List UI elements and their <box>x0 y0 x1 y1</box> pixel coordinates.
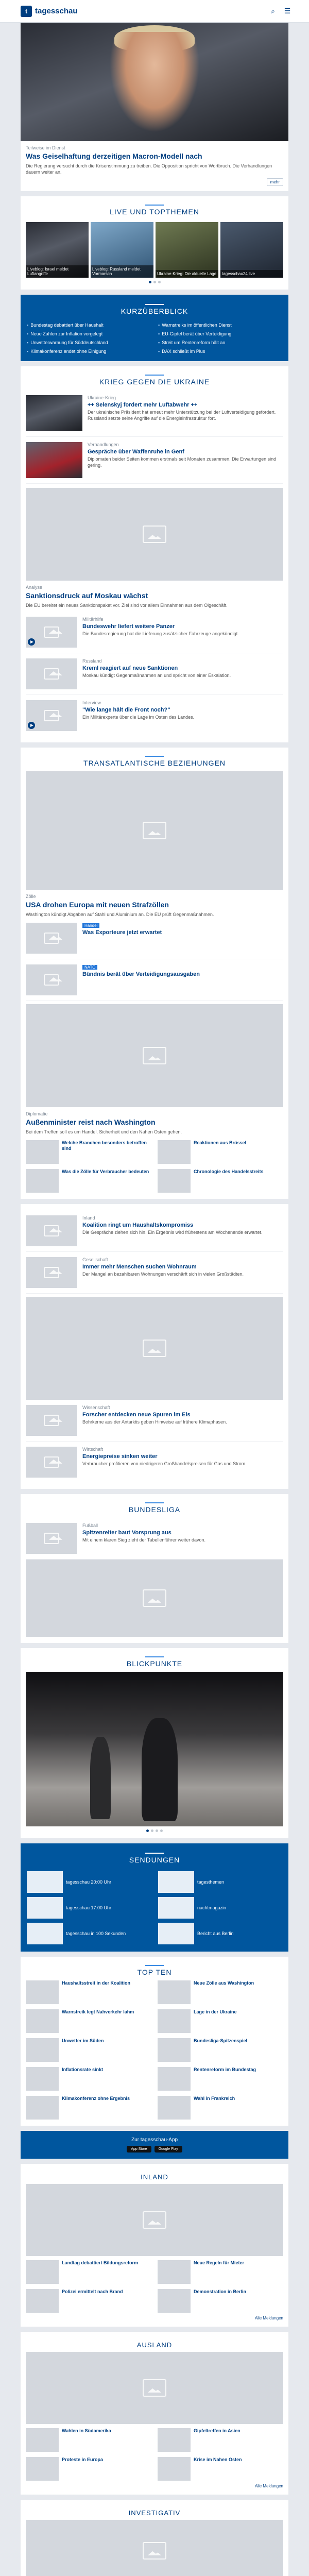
video-icon <box>28 638 35 646</box>
top-story-image <box>21 23 288 141</box>
ukraine-heading: KRIEG GEGEN DIE UKRAINE <box>99 378 210 386</box>
news-list <box>21 1204 288 1489</box>
topten-item[interactable]: Unwetter im Süden <box>26 2038 151 2062</box>
list-item[interactable]: Interview "Wie lange hält die Front noch?" Ein Militärexperte über die Lage im Osten des Landes. <box>26 695 283 736</box>
logo[interactable] <box>21 6 78 17</box>
kurz-item[interactable]: ▪ Bundestag debattiert über Haushalt <box>27 323 151 328</box>
kurzueberblick-section <box>21 295 288 361</box>
live-card[interactable]: Liveblog: Israel meldet Luftangriffe <box>26 222 89 278</box>
grid-item[interactable]: Neue Regeln für Mieter <box>158 2260 283 2284</box>
topten-item[interactable]: Lage in der Ukraine <box>158 2009 283 2033</box>
transatl-heading: TRANSATLANTISCHE BEZIEHUNGEN <box>83 759 226 768</box>
carousel-dots[interactable] <box>26 1829 283 1832</box>
blickpunkte-heading: BLICKPUNKTE <box>126 1659 183 1668</box>
grid-item[interactable]: Welche Branchen besonders betroffen sind <box>26 1140 151 1164</box>
sendungen-heading: SENDUNGEN <box>129 1855 180 1864</box>
video-icon <box>28 722 35 729</box>
list-item[interactable]: Inland Koalition ringt um Haushaltskompromiss Die Gespräche ziehen sich hin. Ein Ergebnis wird frühestens am Wochenende erwartet. <box>26 1210 283 1252</box>
live-card[interactable]: Liveblog: Russland meldet Vormarsch <box>91 222 153 278</box>
topten-item[interactable]: Rentenreform im Bundestag <box>158 2067 283 2091</box>
image-placeholder <box>26 1297 283 1400</box>
top-story-kicker: Teilweise im Dienst <box>26 145 65 150</box>
topten-heading: TOP TEN <box>137 1968 172 1976</box>
category-investigativ: INVESTIGATIV <box>21 2500 288 2576</box>
logo-text: tagesschau <box>35 7 78 15</box>
sendung-item[interactable]: nachtmagazin <box>158 1897 282 1919</box>
list-item[interactable]: Wirtschaft Energiepreise sinken weiter Verbraucher profitieren von niedrigeren Großhandelspreisen für Gas und Strom. <box>26 1442 283 1483</box>
topten-item[interactable]: Inflationsrate sinkt <box>26 2067 151 2091</box>
item-image <box>26 964 77 995</box>
topten-item[interactable]: Neue Zölle aus Washington <box>158 1980 283 2004</box>
kurz-item[interactable]: ▪ Warnstreiks im öffentlichen Dienst <box>158 323 282 328</box>
image-placeholder <box>26 771 283 890</box>
list-item[interactable]: Ukraine-Krieg ++ Selenskyj fordert mehr Luftabwehr ++ Der ukrainische Präsident hat erneut mehr Unterstützung bei der Luftverteidigung gefordert. Russland setzte seine Angriffe auf die Energieinfrastruktur fort. <box>26 390 283 437</box>
topten-item[interactable]: Wahl in Frankreich <box>158 2096 283 2120</box>
list-item[interactable]: Wissenschaft Forscher entdecken neue Spuren im Eis Bohrkerne aus der Antarktis geben Hinweise auf frühere Klimaphasen. <box>26 1400 283 1442</box>
grid-item[interactable]: Gipfeltreffen in Asien <box>158 2428 283 2452</box>
kurz-item[interactable]: ▪ Unwetterwarnung für Süddeutschland <box>27 340 151 345</box>
image-placeholder <box>26 488 283 581</box>
category-ausland: AUSLAND Wahlen in Südamerika Gipfeltreffen in Asien Proteste in Europa Krise im Nahen Osten Alle Meldungen <box>21 2332 288 2495</box>
carousel-dots[interactable] <box>26 281 283 283</box>
list-item[interactable]: Handel Was Exporteure jetzt erwartet <box>26 918 283 959</box>
transatlantic-section: TRANSATLANTISCHE BEZIEHUNGEN Zölle USA drohen Europa mit neuen Strafzöllen Washington kündigt Abgaben auf Stahl und Aluminium an. Die EU prüft Gegenmaßnahmen. Handel Was Exporteure jetzt erwartet NATO Bündnis berät über Verteidigungsausgaben Diplomatie Außenminister reist nach Washington Bei dem Treffen soll es um Handel, Sicherheit und den Nahen Osten gehen. Welche Branchen besonders betroffen sind Reaktionen aus Brüssel Was die Zölle für Verbraucher bedeuten Chronologie des Handelsstreits <box>21 748 288 1199</box>
app-store-button[interactable]: App Store <box>127 2146 151 2153</box>
topten-item[interactable]: Klimakonferenz ohne Ergebnis <box>26 2096 151 2120</box>
live-heading: LIVE UND TOPTHEMEN <box>110 208 199 216</box>
bundesliga-heading: BUNDESLIGA <box>128 1505 181 1514</box>
topten-item[interactable]: Haushaltsstreit in der Koalition <box>26 1980 151 2004</box>
logo-badge: t <box>21 6 32 17</box>
topten-item[interactable]: Warnstreik legt Nahverkehr lahm <box>26 2009 151 2033</box>
story-headline[interactable]: Sanktionsdruck auf Moskau wächst <box>26 591 148 600</box>
app-promo <box>21 2131 288 2159</box>
top-story[interactable] <box>21 23 288 191</box>
grid-item[interactable]: Demonstration in Berlin <box>158 2289 283 2313</box>
grid-item[interactable]: Polizei ermittelt nach Brand <box>26 2289 151 2313</box>
sendungen-section <box>21 1843 288 1952</box>
live-section <box>21 196 288 290</box>
item-image <box>26 658 77 689</box>
app-heading: Zur tagesschau-App <box>131 2137 178 2143</box>
sendung-item[interactable]: tagesschau in 100 Sekunden <box>27 1923 151 1944</box>
more-link[interactable]: mehr <box>267 178 283 186</box>
item-image <box>26 923 77 954</box>
item-image <box>26 1405 77 1436</box>
image-placeholder <box>26 1560 283 1637</box>
item-image <box>26 1215 77 1246</box>
sendung-item[interactable]: tagesthemen <box>158 1871 282 1893</box>
item-image <box>26 1523 77 1554</box>
item-image <box>26 395 82 431</box>
kurz-item[interactable]: ▪ Streit um Rentenreform hält an <box>158 340 282 345</box>
item-image <box>26 617 77 648</box>
item-image <box>26 1447 77 1478</box>
ukraine-section: KRIEG GEGEN DIE UKRAINE Ukraine-Krieg ++ Selenskyj fordert mehr Luftabwehr ++ Der ukrainische Präsident hat erneut mehr Unterstützung bei der Luftverteidigung gefordert. Russland setzte seine Angriffe auf die Energieinfrastruktur fort. Verhandlungen Gespräche über Waffenruhe in Genf Diplomaten beider Seiten kommen erstmals seit Monaten zusammen. Die Erwartungen sind gering. Analyse Sanktionsdruck auf Moskau wächst Die EU bereitet ein neues Sanktionspaket vor. Ziel sind vor allem Einnahmen aus dem Ölgeschäft. Militärhilfe Bundeswehr liefert weitere Panzer Die Bundesregierung hat die Lieferung zusätzlicher Fahrzeuge angekündigt. Russland Kreml reagiert auf neue Sanktionen Moskau kündigt Gegenmaßnahmen an und spricht von einer Eskalation. Interview "Wie lange hält die Front noch?" Ein Militärexperte über die Lage im Osten des Landes. <box>21 366 288 742</box>
list-item[interactable]: Gesellschaft Immer mehr Menschen suchen Wohnraum Der Mangel an bezahlbaren Wohnungen verschärft sich in vielen Großstädten. <box>26 1252 283 1294</box>
grid-item[interactable]: Proteste in Europa <box>26 2457 151 2481</box>
item-image <box>26 1257 77 1288</box>
kurz-item[interactable]: ▪ Neue Zahlen zur Inflation vorgelegt <box>27 331 151 336</box>
image-placeholder <box>26 1004 283 1107</box>
list-item[interactable]: Russland Kreml reagiert auf neue Sanktionen Moskau kündigt Gegenmaßnahmen an und spricht von einer Eskalation. <box>26 653 283 695</box>
menu-icon[interactable]: ☰ <box>284 7 291 15</box>
story-headline[interactable]: USA drohen Europa mit neuen Strafzöllen <box>26 901 169 909</box>
grid-item[interactable]: Landtag debattiert Bildungsreform <box>26 2260 151 2284</box>
topten-item[interactable]: Bundesliga-Spitzenspiel <box>158 2038 283 2062</box>
top-story-headline[interactable]: Was Geiselhaftung derzeitigen Macron-Modell nach <box>26 152 202 160</box>
list-item[interactable]: NATO Bündnis berät über Verteidigungsausgaben <box>26 959 283 1001</box>
blickpunkte-section <box>21 1648 288 1838</box>
grid-item[interactable]: Chronologie des Handelsstreits <box>158 1169 283 1193</box>
grid-item[interactable]: Krise im Nahen Osten <box>158 2457 283 2481</box>
kurz-item[interactable]: ▪ EU-Gipfel berät über Verteidigung <box>158 331 282 336</box>
kurz-item[interactable]: ▪ DAX schließt im Plus <box>158 349 282 354</box>
topten-section <box>21 1957 288 2126</box>
sendung-item[interactable]: tagesschau 20:00 Uhr <box>27 1871 151 1893</box>
all-link[interactable]: Alle Meldungen <box>254 2483 283 2488</box>
search-icon[interactable]: ⌕ <box>271 7 275 15</box>
google-play-button[interactable]: Google Play <box>154 2146 182 2153</box>
grid-item[interactable]: Reaktionen aus Brüssel <box>158 1140 283 1164</box>
all-link[interactable]: Alle Meldungen <box>254 2315 283 2320</box>
kurz-item[interactable]: ▪ Klimakonferenz endet ohne Einigung <box>27 349 151 354</box>
story-headline[interactable]: Außenminister reist nach Washington <box>26 1117 156 1126</box>
sendung-item[interactable]: tagesschau 17:00 Uhr <box>27 1897 151 1919</box>
kurz-heading: KURZÜBERBLICK <box>121 307 188 316</box>
grid-item[interactable]: Was die Zölle für Verbraucher bedeuten <box>26 1169 151 1193</box>
site-header <box>0 0 309 23</box>
live-card[interactable]: tagesschau24 live <box>220 222 283 278</box>
sendung-item[interactable]: Bericht aus Berlin <box>158 1923 282 1944</box>
list-item[interactable]: Verhandlungen Gespräche über Waffenruhe in Genf Diplomaten beider Seiten kommen erstmals seit Monaten zusammen. Die Erwartungen sind gering. <box>26 437 283 484</box>
category-inland: INLAND Landtag debattiert Bildungsreform Neue Regeln für Mieter Polizei ermittelt nach Brand Demonstration in Berlin Alle Meldungen <box>21 2164 288 2327</box>
blickpunkte-image[interactable] <box>26 1672 283 1826</box>
grid-item[interactable]: Wahlen in Südamerika <box>26 2428 151 2452</box>
list-item[interactable]: Militärhilfe Bundeswehr liefert weitere Panzer Die Bundesregierung hat die Lieferung zusätzlicher Fahrzeuge angekündigt. <box>26 612 283 653</box>
list-item[interactable]: Fußball Spitzenreiter baut Vorsprung aus Mit einem klaren Sieg zieht der Tabellenführer weiter davon. <box>26 1518 283 1560</box>
live-card[interactable]: Ukraine-Krieg: Die aktuelle Lage <box>156 222 218 278</box>
bundesliga-section <box>21 1494 288 1643</box>
top-story-teaser: Die Regierung versucht durch die Krisenstimmung zu treiben. Die Opposition spricht von Wortbruch. Die Verhandlungen dauern weiter an. <box>26 163 272 175</box>
item-image <box>26 700 77 731</box>
item-image <box>26 442 82 478</box>
